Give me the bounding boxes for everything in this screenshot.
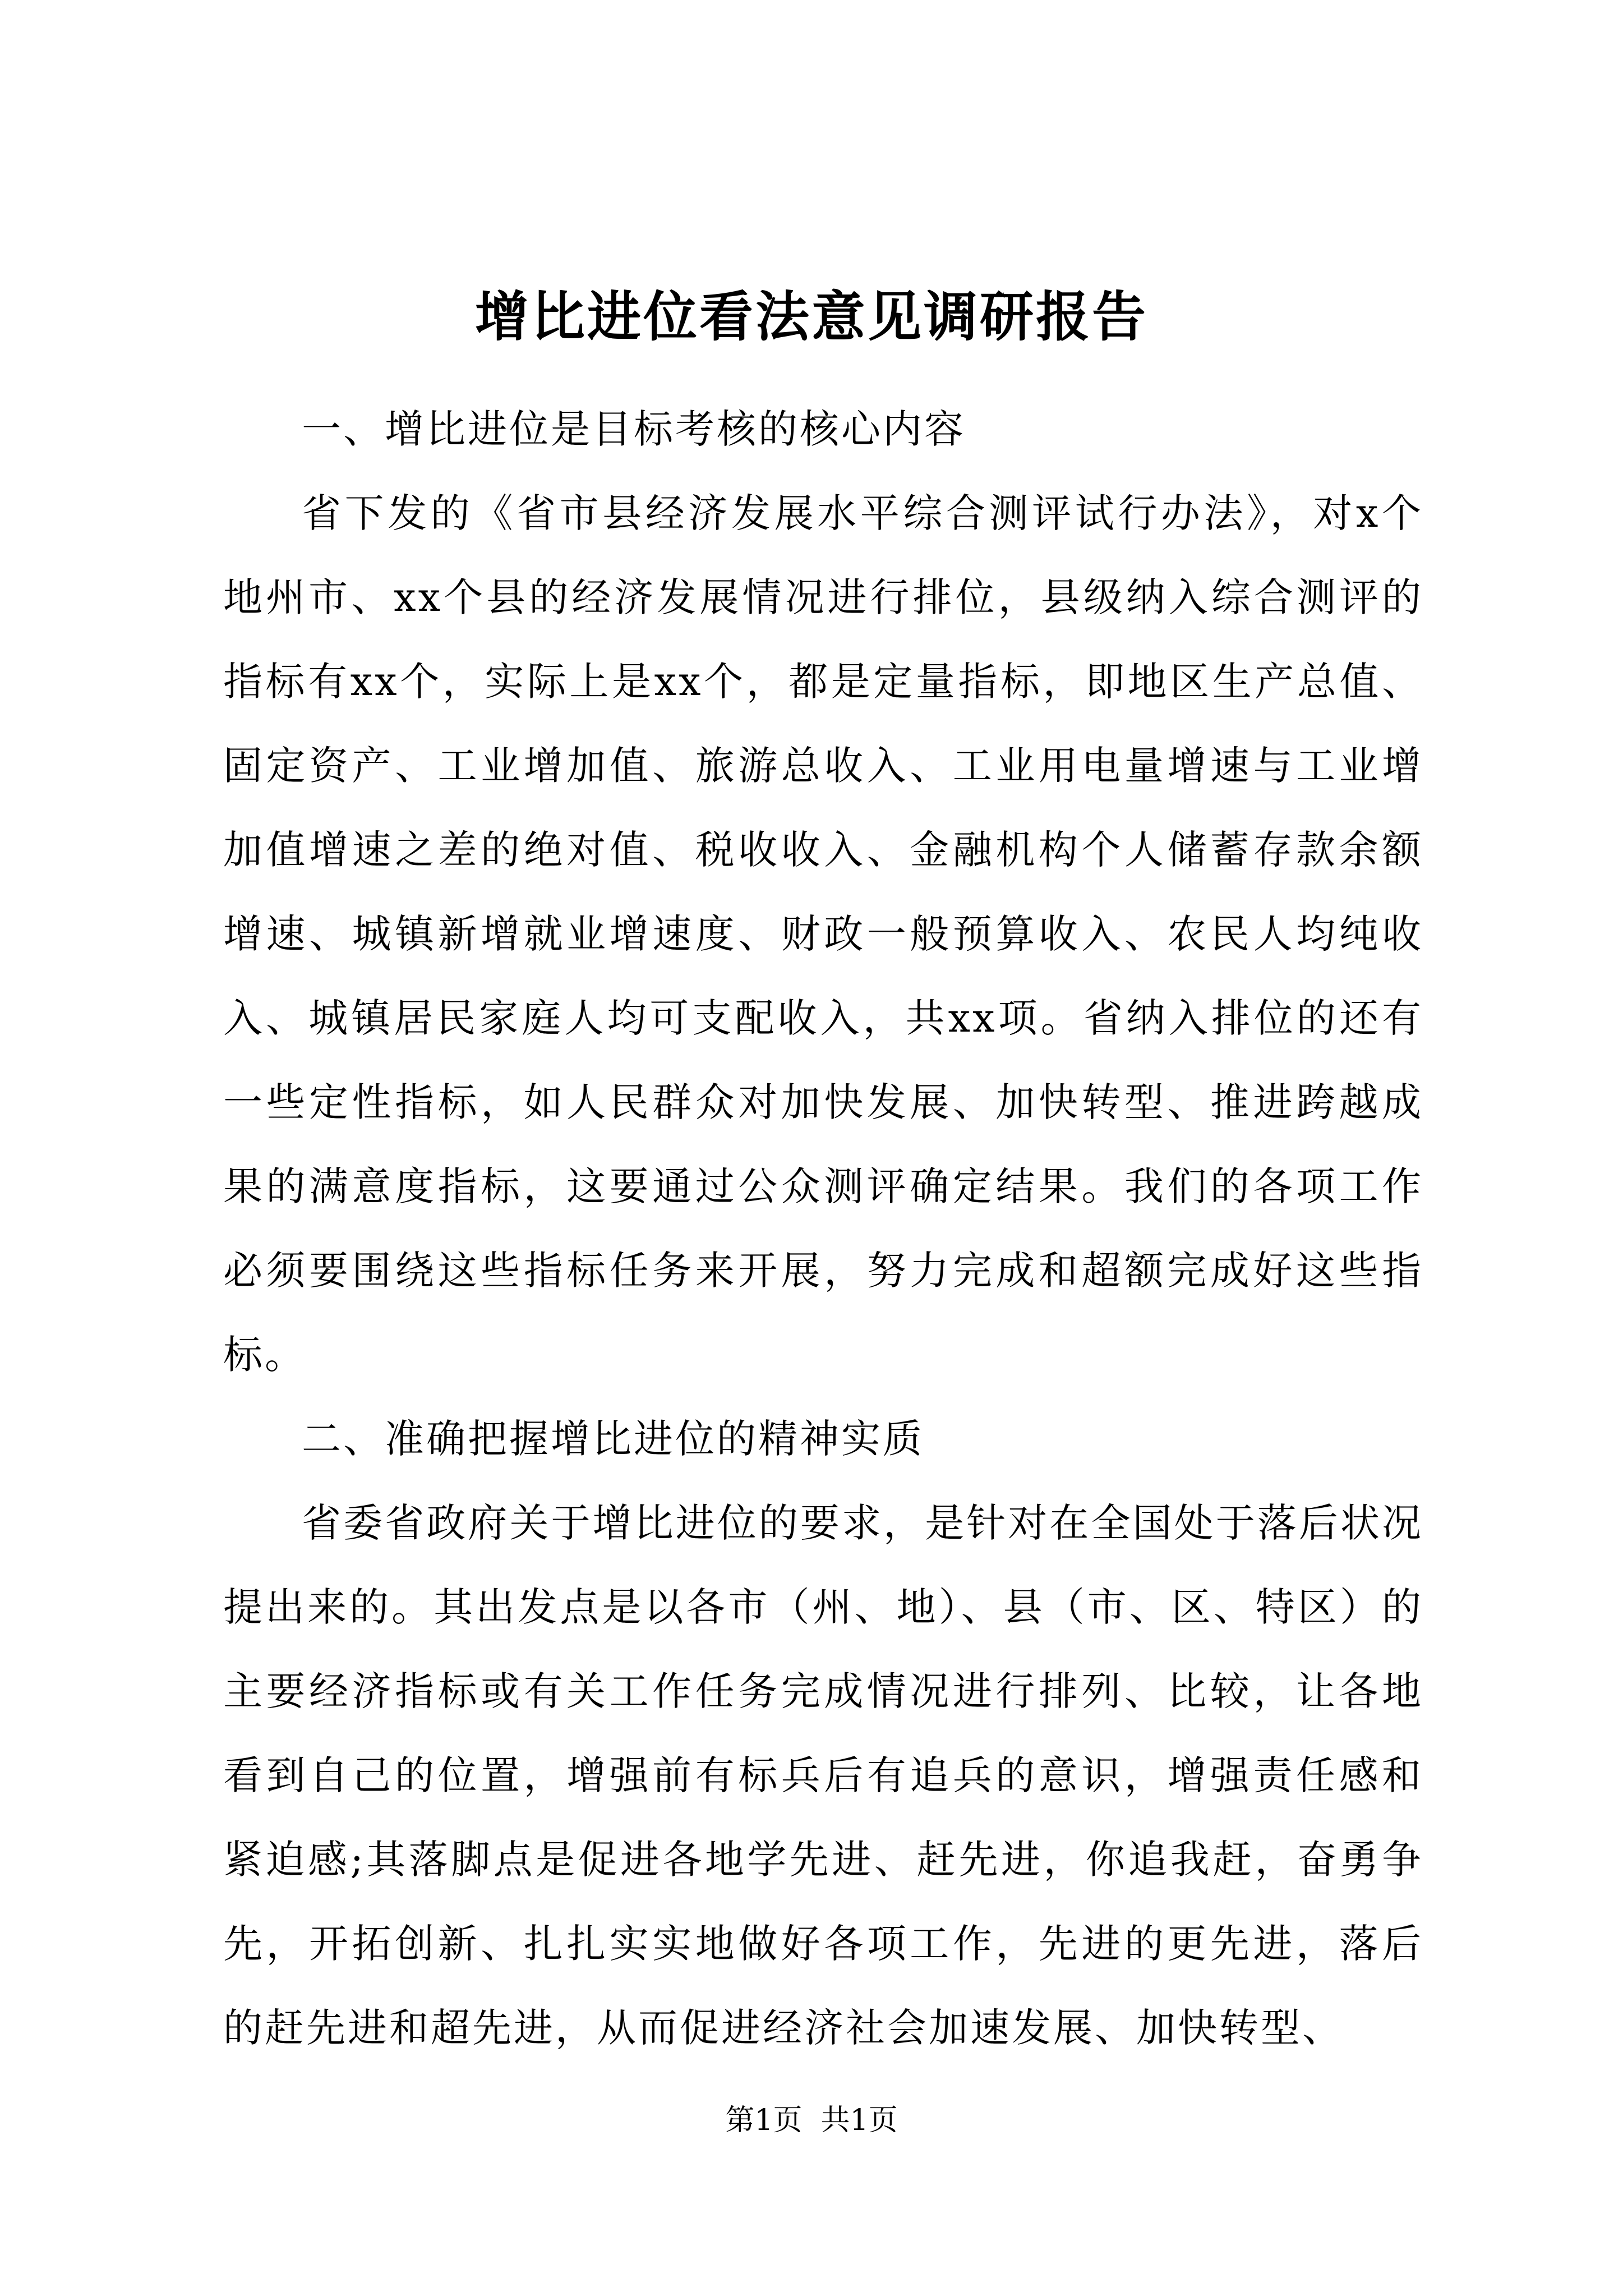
body-paragraph-2: 省委省政府关于增比进位的要求，是针对在全国处于落后状况提出来的。其出发点是以各市（州、地）、县（市、区、特区）的主要经济指标或有关工作任务完成情况进行排列、比较，让各地看到自己的位置，增强前有标兵后有追兵的意识，增强责任感和紧迫感;其落脚点是促进各地学先进、赶先进，你追我赶，奋勇争先，开拓创新、扎扎实实地做好各项工作，先进的更先进，落后的赶先进和超先进，从而促进经济社会加速发展、加快转型、: [223, 1500, 1423, 2051]
section-heading-2: 二、准确把握增比进位的精神实质: [302, 1416, 924, 1462]
page-total: 共1页: [820, 2104, 898, 2137]
body-paragraph-1: 省下发的《省市县经济发展水平综合测评试行办法》，对x个地州市、xx个县的经济发展情况进行排位，县级纳入综合测评的指标有xx个，实际上是xx个，都是定量指标，即地区生产总值、固定资产、工业增加值、旅游总收入、工业用电量增速与工业增加值增速之差的绝对值、税收收入、金融机构个人储蓄存款余额增速、城镇新增就业增速度、财政一般预算收入、农民人均纯收入、城镇居民家庭人均可支配收入，共xx项。省纳入排位的还有一些定性指标，如人民群众对加快发展、加快转型、推进跨越成果的满意度指标，这要通过公众测评确定结果。我们的各项工作必须要围绕这些指标任务来开展，努力完成和超额完成好这些指标。: [223, 490, 1423, 1378]
page-number: 第1页: [725, 2104, 803, 2137]
document-body: [223, 387, 1423, 2070]
section-heading-1: 一、增比进位是目标考核的核心内容: [302, 406, 966, 452]
page-footer: [0, 2098, 1623, 2143]
document-title: 增比进位看法意见调研报告: [475, 285, 1148, 348]
